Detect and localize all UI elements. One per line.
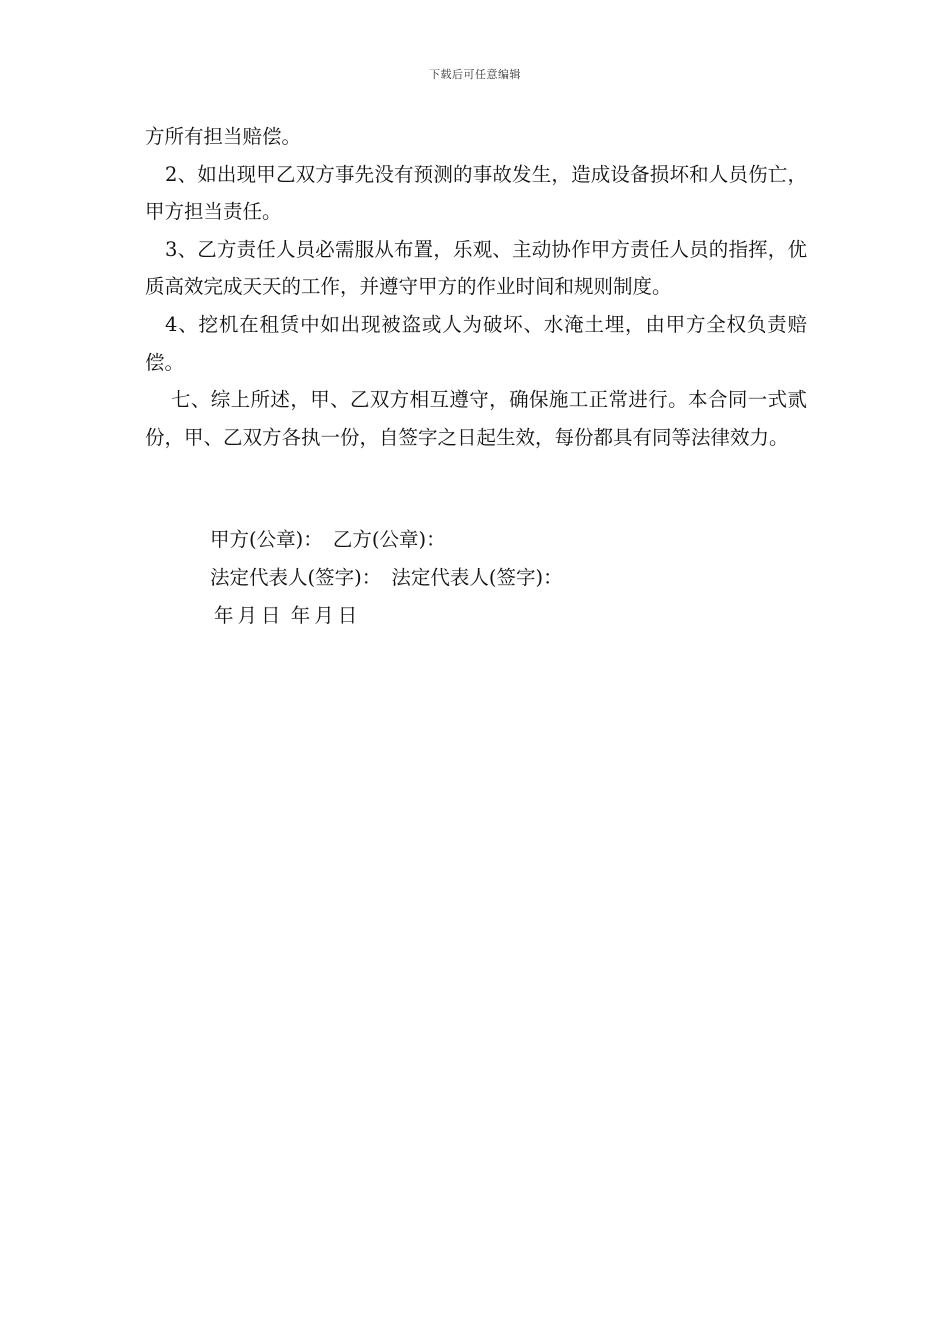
- date-b-day-label: 日: [337, 604, 358, 627]
- date-a-month-label: 月: [237, 604, 258, 627]
- party-b-seal-label: 乙方(公章)：: [332, 528, 446, 551]
- contract-body: [145, 118, 807, 456]
- date-b-month-label: 月: [314, 604, 334, 627]
- party-a-seal-label: 甲方(公章)：: [210, 528, 323, 551]
- date-a-day-label: 日: [261, 604, 281, 627]
- seal-line: [210, 527, 850, 553]
- rep-b-label: 法定代表人(签字)：: [391, 566, 563, 589]
- page-header: 下载后可任意编辑: [429, 68, 521, 81]
- paragraph-clause-3: 3、乙方责任人员必需服从布置，乐观、主动协作甲方责任人员的指挥，优质高效完成天天的工作，并遵守甲方的作业时间和规则制度。: [145, 237, 807, 299]
- paragraph-continuation: 方所有担当赔偿。: [145, 125, 302, 148]
- paragraph-clause-4: 4、挖机在租赁中如出现被盗或人为破坏、水淹土埋，由甲方全权负责赔偿。: [145, 312, 807, 374]
- rep-a-label: 法定代表人(签字)：: [210, 566, 382, 589]
- date-line: [210, 603, 850, 629]
- date-b-year-label: 年: [290, 604, 311, 627]
- paragraph-section-7: 七、综上所述，甲、乙双方相互遵守，确保施工正常进行。本合同一式贰份，甲、乙双方各执一份，自签字之日起生效，每份都具有同等法律效力。: [145, 388, 807, 449]
- date-a-year-label: 年: [214, 604, 234, 627]
- paragraph-clause-2: 2、如出现甲乙双方事先没有预测的事故发生，造成设备损坏和人员伤亡，甲方担当责任。: [145, 162, 807, 224]
- representative-line: [210, 565, 850, 591]
